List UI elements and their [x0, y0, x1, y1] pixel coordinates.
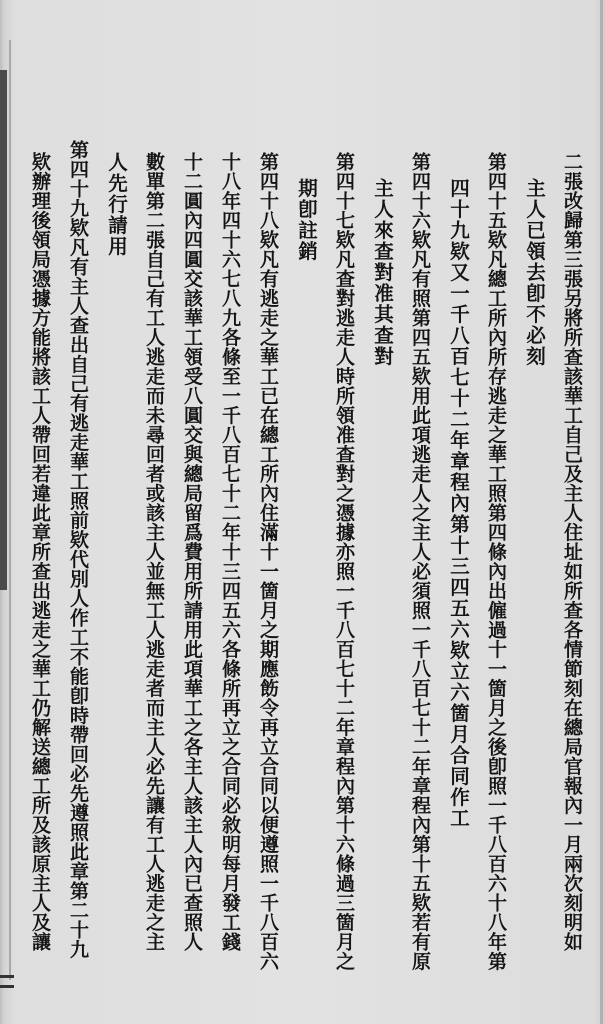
text-column: 第四十六欵凡有照第四五欵用此項逃走人之主人必須照一千八百七十二年章程內第十五欵若有原: [409, 152, 431, 971]
text-column: 第四十八欵凡有逃走之華工已在總工所內住滿十一箇月之期應飭令再立合同以便遵照一千八百六: [257, 152, 279, 971]
page-right-edge: [600, 0, 603, 1024]
text-column: 四十九欵又一千八百七十二年章程內第十三四五六欵立六箇月合同作工: [447, 178, 470, 829]
text-column: 期卽註銷: [295, 178, 318, 262]
margin-mark: [0, 985, 14, 988]
text-column: 十八年四十六七八九各條至一千八百七十二年十三四五六各條所再立之合同必敘明每月發工錢: [219, 152, 241, 952]
text-column: 欵辦理後領局憑據方能將該工人帶回若違此章所查出逃走之華工仍解送總工所及該原主人及讓: [29, 152, 51, 952]
text-column: 二張改歸第三張另將所查該華工自己及主人住址如所查各情節刻在總局官報內一月兩次刻明如: [561, 152, 583, 952]
text-column: 人先行請用: [105, 152, 128, 257]
text-column: 第四十五欵凡總工所內所存逃走之華工照第四條內出僱過十一箇月之後卽照一千八百六十八年第: [485, 152, 507, 971]
text-column: 主人來查對准其查對: [371, 178, 394, 367]
page-binding-edge: [0, 70, 7, 590]
text-column: 十二圓內四圓交該華工領受八圓交與總局留爲費用所請用此項華工之各主人該主人內已查照人: [181, 152, 203, 952]
text-column: 數單第二張自己有工人逃走而未尋回者或該主人並無工人逃走者而主人必先讓有工人逃走之主: [143, 152, 165, 952]
text-column: 第四十九欵凡有主人查出自己有逃走華工照前欵代別人作工不能卽時帶回必先遵照此章第二十九: [67, 140, 89, 959]
page-fold-line: [9, 40, 11, 980]
margin-mark: [0, 975, 14, 978]
text-column: 第四十七欵凡查對逃走人時所領准查對之憑據亦照一千八百七十二年章程內第十六條過三箇月之: [333, 152, 355, 971]
text-column: 主人已領去卽不必刻: [523, 178, 546, 367]
